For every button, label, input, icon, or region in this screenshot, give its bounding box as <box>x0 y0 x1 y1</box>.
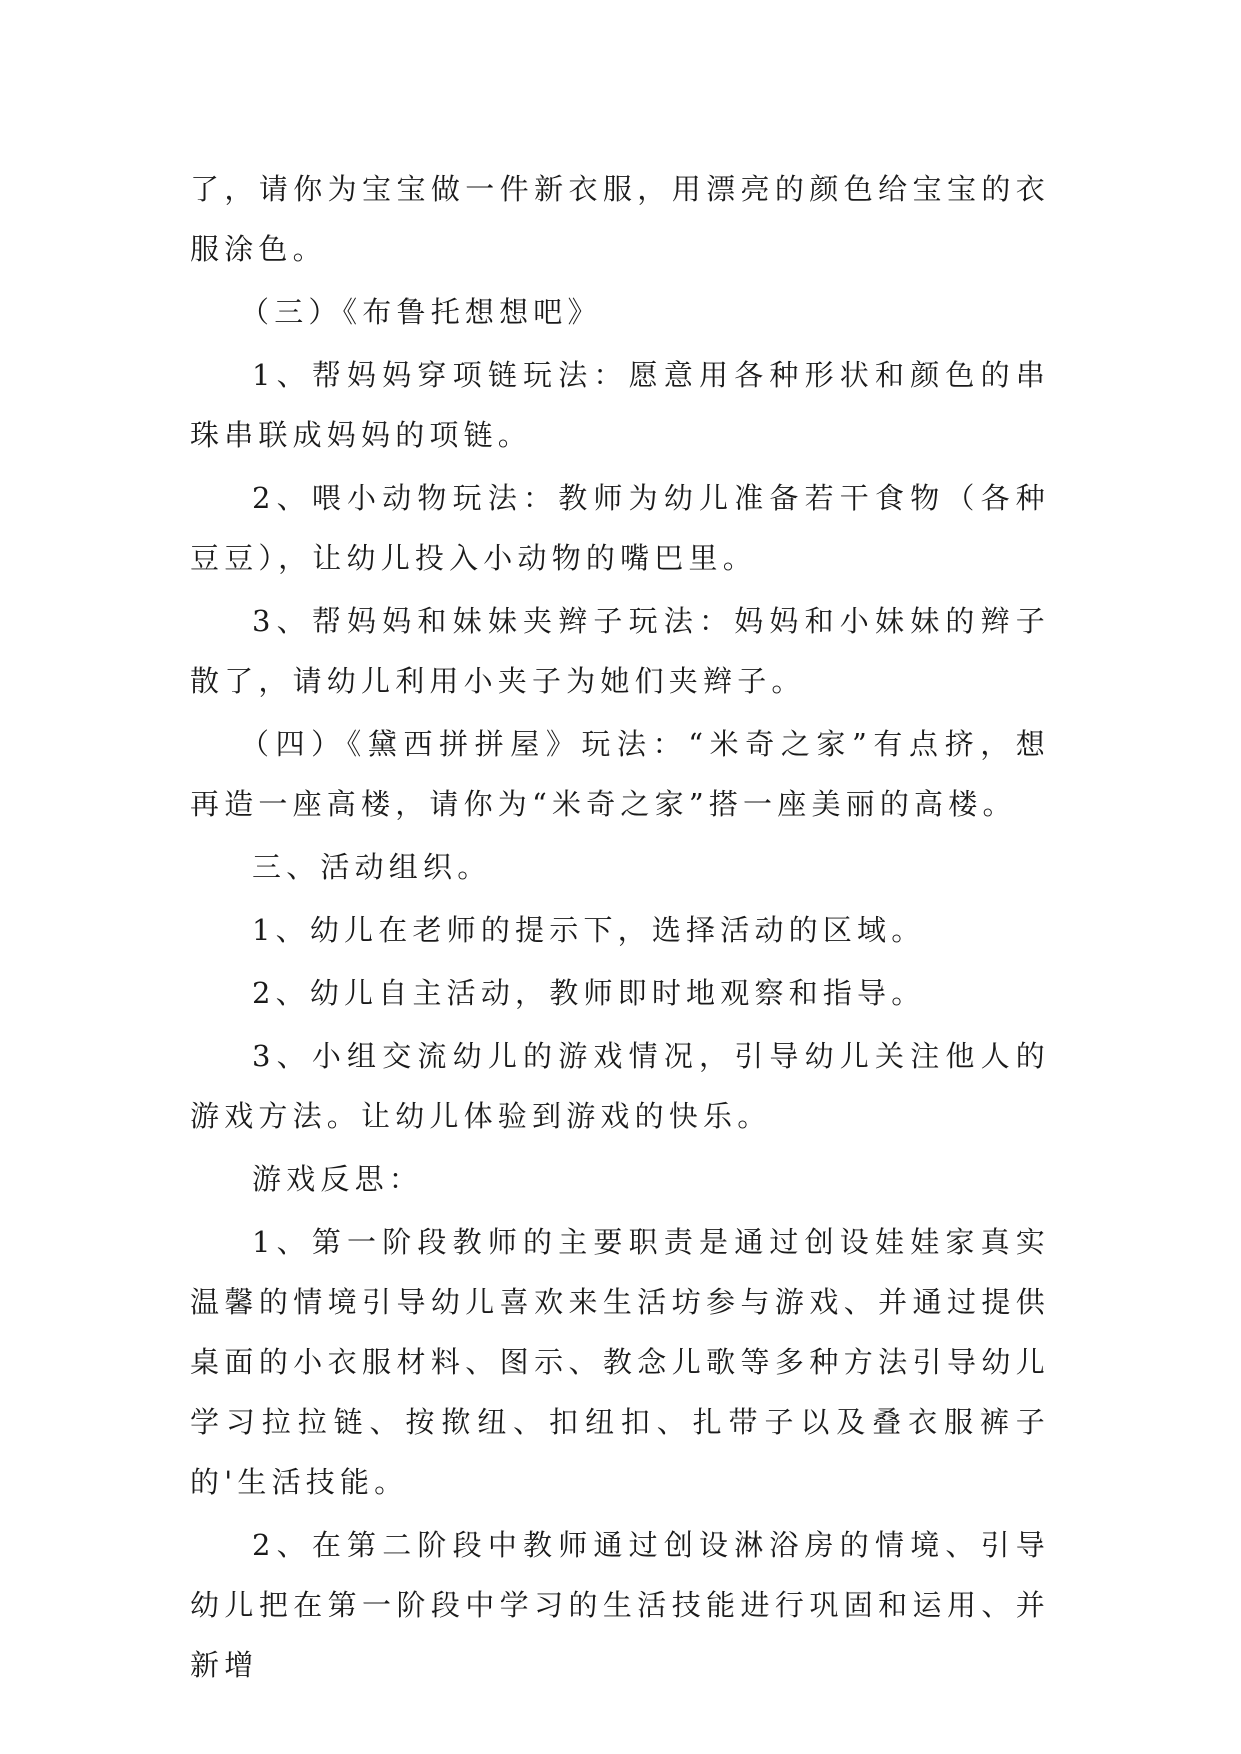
section-heading-3: （三）《布鲁托想想吧》 <box>240 295 602 329</box>
list-item-braids: 3、帮妈妈和妹妹夹辫子玩法：妈妈和小妹妹的辫子散了，请幼儿利用小夹子为她们夹辫子。 <box>190 604 1050 698</box>
list-item-feed-animals: 2、喂小动物玩法：教师为幼儿准备若干食物（各种豆豆），让幼儿投入小动物的嘴巴里。 <box>190 481 1050 575</box>
list-item-autonomous: 2、幼儿自主活动，教师即时地观察和指导。 <box>252 976 926 1010</box>
section-heading-activity: 三、活动组织。 <box>252 850 492 884</box>
reflection-item-1: 1、第一阶段教师的主要职责是通过创设娃娃家真实温馨的情境引导幼儿喜欢来生活坊参与游戏、并通过提供桌面的小衣服材料、图示、教念儿歌等多种方法引导幼儿学习拉拉链、按揿纽、扣纽扣、扎带子以及叠衣服裤子的'生活技能。 <box>190 1225 1050 1499</box>
paragraph-continuation: 了，请你为宝宝做一件新衣服，用漂亮的颜色给宝宝的衣服涂色。 <box>190 172 1050 266</box>
list-item-choose-area: 1、幼儿在老师的提示下，选择活动的区域。 <box>252 913 926 947</box>
section-heading-reflection: 游戏反思： <box>252 1162 424 1196</box>
list-item-necklace: 1、帮妈妈穿项链玩法：愿意用各种形状和颜色的串珠串联成妈妈的项链。 <box>190 358 1050 452</box>
reflection-item-2: 2、在第二阶段中教师通过创设淋浴房的情境、引导幼儿把在第一阶段中学习的生活技能进行巩固和运用、并新增 <box>190 1528 1050 1682</box>
list-item-group-exchange: 3、小组交流幼儿的游戏情况，引导幼儿关注他人的游戏方法。让幼儿体验到游戏的快乐。 <box>190 1039 1050 1133</box>
document-body <box>190 159 1050 1698</box>
section-heading-4: （四）《黛西拼拼屋》玩法：“米奇之家”有点挤，想再造一座高楼，请你为“米奇之家”搭一座美丽的高楼。 <box>190 727 1050 821</box>
